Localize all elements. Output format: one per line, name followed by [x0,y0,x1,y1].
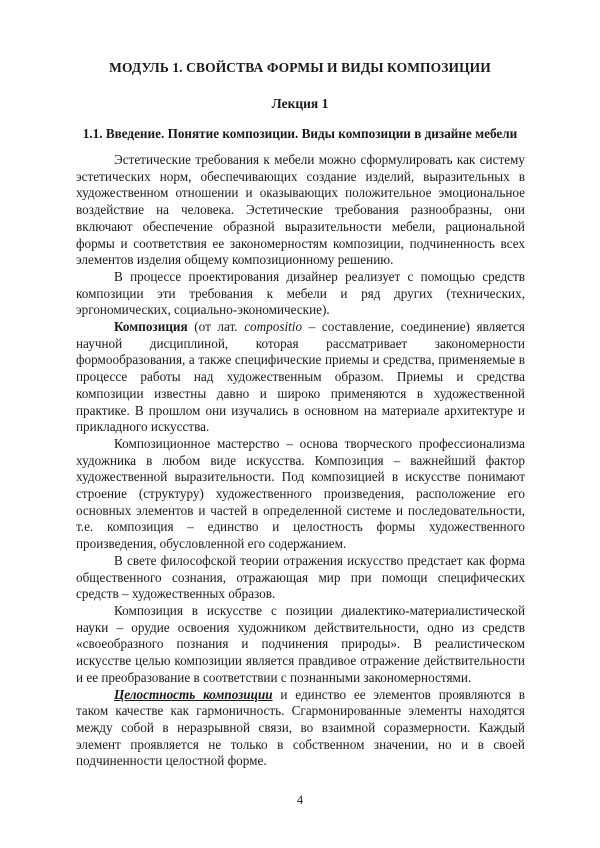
term-composition: Композиция [114,319,188,335]
page-number: 4 [296,793,304,807]
paragraph-3-part-b: – составление, соединение) является научной дисциплиной, которая рассматривает закономерности формообразования, а также специфические приемы и средства, применяемые в процессе работы над художественным образом. Приемы и средства композиции известны давно и широко применяются в художественной практике. В прошлом они изучались в основном на материале архитектуре и прикладного искусства. [76,319,525,435]
paragraph-7 [76,687,525,771]
module-title: МОДУЛЬ 1. СВОЙСТВА ФОРМЫ И ВИДЫ КОМПОЗИЦИИ [109,60,491,75]
paragraph-1: Эстетические требования к мебели можно сформулировать как систему эстетических норм, обеспечивающих создание изделий, выразительных в художественном отношении и оказывающих положительное эмоциональное воздействие на человека. Эстетические требования разнообразны, они включают обеспечение образной выразительности мебели, рациональной формы и соответствия ее закономерностям композиции, подчиненность всех элементов изделия общему композиционному решению. [76,152,525,268]
paragraph-6: Композиция в искусстве с позиции диалектико-материалистической науки – орудие освоения художником действительности, одно из средств «своеобразного познания и подчинения природы». В реалистическом искусстве целью композиции является правдивое отражение действительности и ее преобразование в соответствии с познанными закономерностями. [76,602,525,685]
section-title: 1.1. Введение. Понятие композиции. Виды композиции в дизайне мебели [82,126,518,141]
paragraph-3-part-a: (от лат. [187,319,245,335]
term-integrity: Целостность композиции [114,686,273,702]
paragraph-4: Композиционное мастерство – основа творческого профессионализма художника в любом виде искусства. Композиция – важнейший фактор художественной выразительности. Под композицией в искусстве понимают строение (структуру) художественного произведения, расположение его основных элементов и частей в определенной системе и последовательности, т.е. композиция – единство и целостность формы художественного произведения, обусловленной его содержанием. [76,435,525,552]
body-text [76,152,525,770]
paragraph-5: В свете философской теории отражения искусство предстает как форма общественного сознания, отражающая мир при помощи специфических средств – художественных образов. [76,552,525,602]
lecture-title: Лекция 1 [271,96,329,111]
latin-word: compositio [244,319,303,335]
paragraph-3 [76,319,525,436]
paragraph-2: В процессе проектирования дизайнер реализует с помощью средств композиции эти требования к мебели и ряд других (технических, эргономических, социально-экономические). [76,268,525,318]
paragraph-7-rest: и единство ее элементов проявляются в таком качестве как гармоничность. Сгармонированные элементы находятся между собой в неразрывной связи, во взаимной соразмерности. Каждый элемент проявляется не только в собственном значении, но и в своей подчиненности целостной форме. [76,686,525,769]
